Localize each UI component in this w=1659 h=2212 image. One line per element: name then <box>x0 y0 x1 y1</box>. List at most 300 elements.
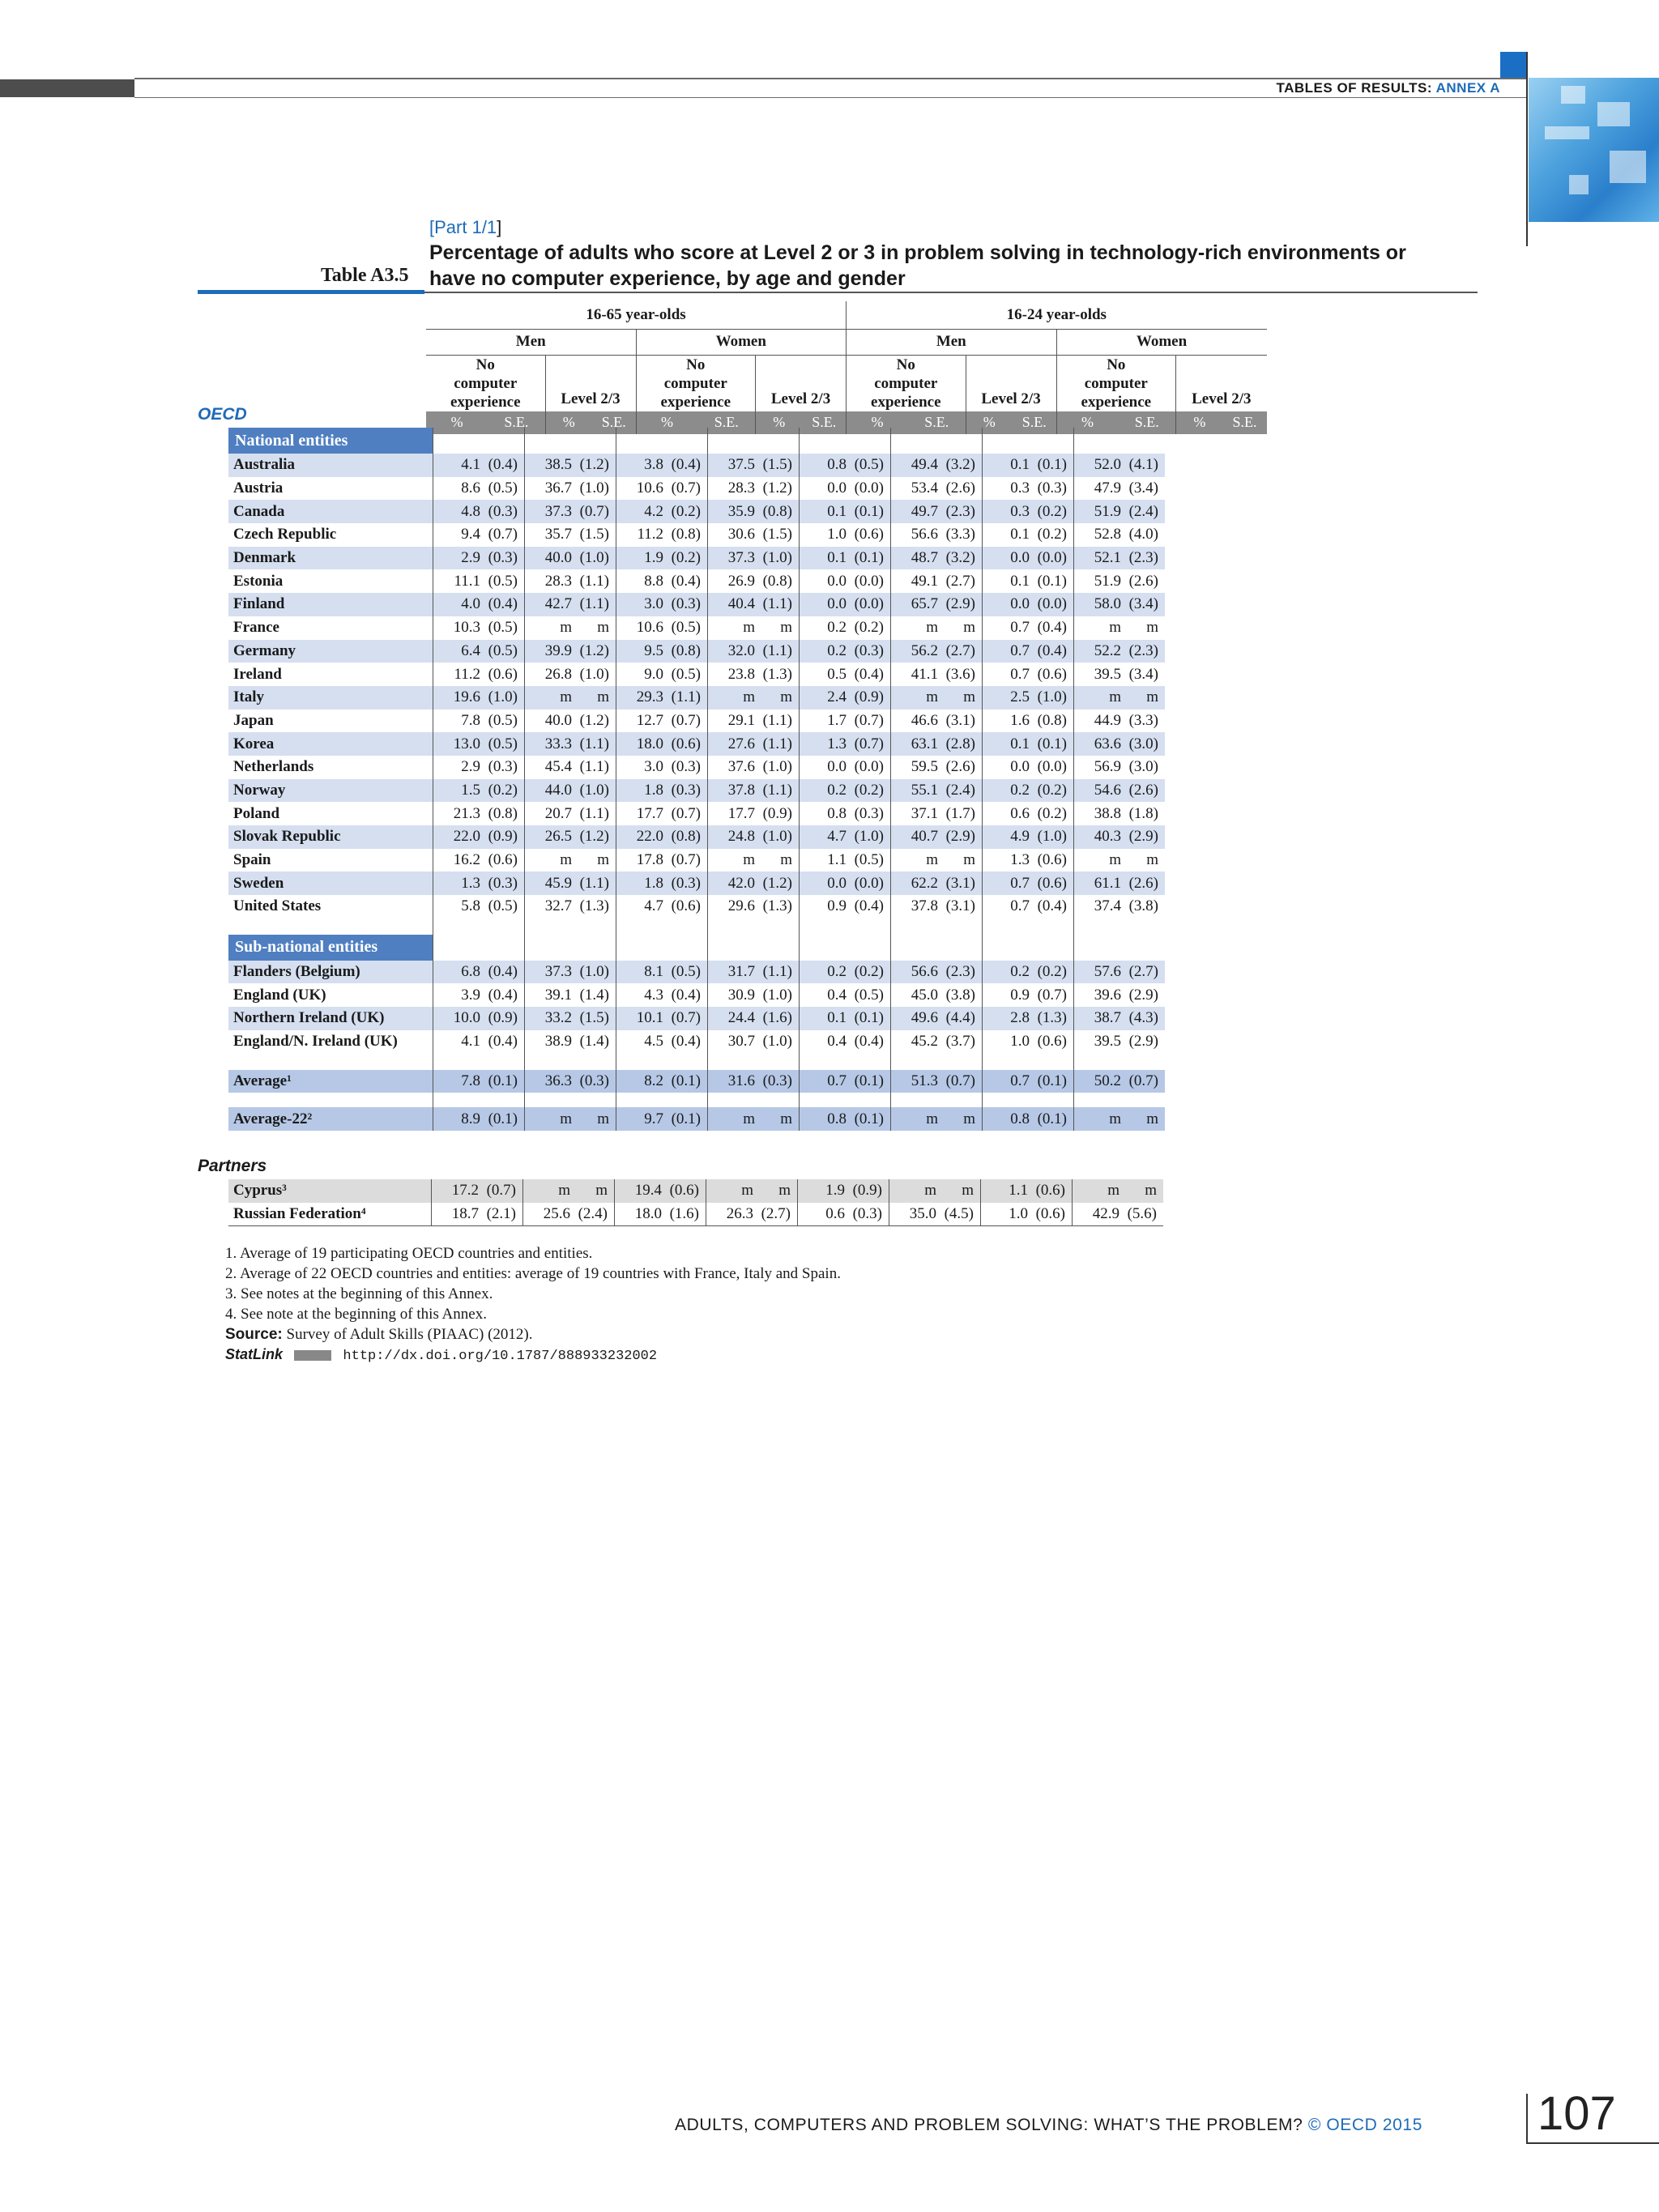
cell-se: (0.2) <box>663 547 708 570</box>
cell-percent: 0.9 <box>983 983 1030 1007</box>
cell-se: (0.1) <box>847 500 891 523</box>
page-number-rule <box>1526 2094 1528 2144</box>
cell-se: (1.3) <box>579 897 609 915</box>
cell-se: (0.9) <box>480 1007 525 1030</box>
cell-se: m <box>936 1179 981 1203</box>
cell-se: (0.1) <box>1030 1107 1074 1131</box>
row-label: Netherlands <box>233 758 314 776</box>
cell-percent: 42.7 <box>525 593 573 616</box>
cell-percent: 0.7 <box>983 895 1030 918</box>
statlink-label: StatLink <box>225 1346 284 1362</box>
cell-se: (4.5) <box>944 1205 974 1223</box>
gender-men-1: Men <box>426 329 636 355</box>
cell-percent: 5.8 <box>433 895 481 918</box>
row-label: Poland <box>233 804 280 822</box>
cell-se: (0.3) <box>1037 479 1067 497</box>
cell-se: (0.6) <box>1037 1033 1067 1051</box>
partners-label: Partners <box>198 1157 267 1175</box>
spacer-cell <box>663 918 708 935</box>
spacer-cell <box>480 918 525 935</box>
cell-se: (0.0) <box>1037 758 1067 776</box>
cell-percent: 1.9 <box>616 547 664 570</box>
cell-percent: 2.9 <box>433 756 481 779</box>
table-row <box>228 983 1165 1007</box>
cell-se: (2.7) <box>761 1205 791 1223</box>
row-label: Slovak Republic <box>228 825 433 849</box>
cell-percent: 53.4 <box>891 477 939 501</box>
cell-percent: 1.7 <box>800 710 847 733</box>
sub-col-nocomp-2: No computer experience <box>636 355 756 411</box>
empty-cell <box>663 935 708 961</box>
gender-women-1: Women <box>636 329 847 355</box>
cell-se: (4.1) <box>1121 454 1165 477</box>
cell-percent: 1.6 <box>983 710 1030 733</box>
cell-se: (0.4) <box>488 986 518 1004</box>
cell-percent: 1.1 <box>981 1179 1029 1203</box>
empty-cell <box>1074 428 1122 454</box>
row-label: Spain <box>233 851 271 869</box>
unit-se: S.E. <box>697 411 755 434</box>
cell-se: m <box>1146 619 1158 637</box>
empty-cell <box>480 935 525 961</box>
cell-se: (2.3) <box>938 500 983 523</box>
table-row <box>228 640 1165 663</box>
spacer-cell <box>433 1054 481 1070</box>
empty-cell <box>616 428 664 454</box>
cell-se: (0.6) <box>1028 1179 1073 1203</box>
cell-percent: 1.9 <box>798 1179 846 1203</box>
spacer-cell <box>800 918 847 935</box>
cell-percent: 25.6 <box>523 1203 571 1226</box>
cell-se: (1.4) <box>579 1033 609 1051</box>
cell-se: (2.3) <box>938 961 983 984</box>
table-row <box>228 849 1165 872</box>
cell-se: (1.0) <box>847 825 891 849</box>
cell-se: (0.6) <box>671 897 701 915</box>
cell-se: (1.1) <box>572 872 616 895</box>
table-row <box>228 1030 1165 1054</box>
cell-percent: 4.5 <box>616 1030 664 1054</box>
cell-percent: 0.7 <box>983 640 1030 663</box>
cell-se: (0.3) <box>480 872 525 895</box>
cell-se: (1.0) <box>755 825 800 849</box>
cell-percent: 49.4 <box>891 454 939 477</box>
cell-percent: 39.1 <box>525 983 573 1007</box>
table-row <box>228 779 1165 803</box>
empty-cell <box>938 428 983 454</box>
cell-se: (1.0) <box>1030 825 1074 849</box>
cell-se: (3.4) <box>1121 593 1165 616</box>
spacer-cell <box>800 1093 847 1107</box>
empty-cell <box>800 428 847 454</box>
row-label: Ireland <box>233 665 282 683</box>
header-blue-square <box>1500 52 1526 78</box>
cell-se: (0.5) <box>488 711 518 729</box>
cell-se: (3.2) <box>938 454 983 477</box>
empty-cell <box>983 428 1030 454</box>
spacer-cell <box>891 1093 939 1107</box>
table-row <box>228 872 1165 895</box>
cell-se: (0.7) <box>1121 1070 1165 1093</box>
cell-percent: 7.8 <box>433 1070 481 1093</box>
cell-percent: 10.1 <box>616 1007 664 1030</box>
cell-percent: m <box>1073 1179 1120 1203</box>
spacer-cell <box>938 918 983 935</box>
sub-col-level-4: Level 2/3 <box>1176 355 1267 411</box>
cell-se: (2.7) <box>1121 961 1165 984</box>
cell-se: (0.2) <box>1037 526 1067 543</box>
cell-percent: 3.9 <box>433 983 481 1007</box>
table-row <box>228 523 1165 547</box>
cell-percent: 8.2 <box>616 1070 664 1093</box>
cell-se: (2.1) <box>486 1205 516 1223</box>
cell-se: (2.9) <box>938 593 983 616</box>
cell-percent: 61.1 <box>1074 872 1122 895</box>
cell-percent: 0.2 <box>983 961 1030 984</box>
spacer-cell <box>228 918 433 935</box>
spacer-cell <box>663 1093 708 1107</box>
cell-se: (0.9) <box>847 686 891 710</box>
row-label: Austria <box>233 479 284 497</box>
cell-percent: 56.2 <box>891 640 939 663</box>
cell-se: (1.0) <box>572 547 616 570</box>
cell-se: m <box>1121 1107 1165 1131</box>
cell-percent: 9.7 <box>616 1107 664 1131</box>
cell-percent: 40.0 <box>525 547 573 570</box>
cell-percent: 0.3 <box>983 500 1030 523</box>
cell-percent: 51.3 <box>891 1070 939 1093</box>
cell-percent: 45.9 <box>525 872 573 895</box>
unit-pct: % <box>426 411 488 434</box>
cell-se: (2.7) <box>945 572 975 590</box>
cell-percent: 0.7 <box>983 872 1030 895</box>
row-label: France <box>233 619 279 637</box>
cell-se: (0.8) <box>671 526 701 543</box>
table-row <box>228 710 1165 733</box>
column-headers <box>426 301 1267 434</box>
footnote-1: 1. Average of 19 participating OECD countries and entities. <box>225 1245 593 1262</box>
cell-percent: m <box>891 616 939 640</box>
cell-se: (2.6) <box>1121 779 1165 803</box>
cell-percent: 33.3 <box>525 732 573 756</box>
cell-percent: 37.3 <box>525 500 573 523</box>
cell-se: (1.2) <box>572 640 616 663</box>
cell-se: (0.6) <box>488 665 518 683</box>
cell-se: (1.0) <box>579 479 609 497</box>
cell-percent: 4.1 <box>433 454 481 477</box>
spacer-cell <box>983 1093 1030 1107</box>
cell-percent: 8.8 <box>616 569 664 593</box>
cell-percent: m <box>889 1179 937 1203</box>
sub-col-nocomp-1: No computer experience <box>450 356 521 411</box>
cell-se: (2.4) <box>938 779 983 803</box>
cell-percent: 47.9 <box>1074 477 1122 501</box>
row-label: Sweden <box>228 872 433 895</box>
cell-se: (5.6) <box>1127 1205 1157 1223</box>
cell-percent: 18.0 <box>616 732 664 756</box>
cell-percent: 51.9 <box>1074 569 1122 593</box>
table-label-bar <box>198 290 424 294</box>
cell-percent: 16.2 <box>433 849 481 872</box>
empty-cell <box>891 935 939 961</box>
spacer-cell <box>983 1054 1030 1070</box>
cell-se: m <box>963 619 975 637</box>
cell-percent: 38.8 <box>1074 802 1122 825</box>
cell-se: (0.0) <box>1030 547 1074 570</box>
cell-percent: 6.4 <box>433 640 481 663</box>
running-header <box>1276 80 1500 96</box>
cell-se: (0.7) <box>671 851 701 869</box>
cell-se: (0.2) <box>663 500 708 523</box>
unit-pct: % <box>1176 411 1223 434</box>
cell-se: (0.4) <box>1037 619 1067 637</box>
part-label: [Part 1/1] <box>429 217 502 237</box>
spacer-cell <box>1121 918 1165 935</box>
cell-percent: 56.9 <box>1074 756 1122 779</box>
cell-se: (0.8) <box>663 640 708 663</box>
spacer-cell <box>616 1054 664 1070</box>
cell-percent: 0.1 <box>983 732 1030 756</box>
cell-percent: 63.1 <box>891 732 939 756</box>
cell-percent: 4.7 <box>800 825 847 849</box>
sub-col-level-3: Level 2/3 <box>966 355 1056 411</box>
empty-cell <box>708 935 756 961</box>
cell-se: (0.3) <box>671 758 701 776</box>
cell-se: (0.2) <box>480 779 525 803</box>
cell-se: (1.2) <box>572 825 616 849</box>
cell-se: (0.6) <box>854 526 884 543</box>
cell-percent: m <box>891 686 939 710</box>
spacer-cell <box>1030 1054 1074 1070</box>
cell-se: (3.0) <box>1128 758 1158 776</box>
row-label: Japan <box>233 711 274 729</box>
cell-percent: 0.0 <box>983 547 1030 570</box>
cell-percent: 13.0 <box>433 732 481 756</box>
spacer-cell <box>755 1093 800 1107</box>
table-row <box>228 454 1165 477</box>
cell-se: (0.4) <box>854 1033 884 1051</box>
cell-se: (3.1) <box>938 872 983 895</box>
cell-se: (0.1) <box>1037 572 1067 590</box>
cell-se: (3.3) <box>1128 711 1158 729</box>
row-label: Flanders (Belgium) <box>228 961 433 984</box>
empty-cell <box>847 935 891 961</box>
cell-se: (0.0) <box>1030 593 1074 616</box>
cell-se: (0.0) <box>847 593 891 616</box>
row-label: Northern Ireland (UK) <box>228 1007 433 1030</box>
cell-se: (4.3) <box>1121 1007 1165 1030</box>
row-label: Australia <box>228 454 433 477</box>
cell-se: (1.1) <box>572 732 616 756</box>
cell-percent: 0.0 <box>800 477 847 501</box>
cell-se: m <box>572 1107 616 1131</box>
cell-se: (0.1) <box>1030 732 1074 756</box>
footer-book-title: ADULTS, COMPUTERS AND PROBLEM SOLVING: WHAT’S THE PROBLEM? <box>675 2116 1308 2134</box>
cell-percent: 38.7 <box>1074 1007 1122 1030</box>
cell-se: (0.7) <box>671 479 701 497</box>
cell-percent: 0.2 <box>800 961 847 984</box>
unit-se: S.E. <box>488 411 545 434</box>
cell-se: (0.6) <box>1037 665 1067 683</box>
cell-percent: 62.2 <box>891 872 939 895</box>
cell-percent: 1.8 <box>616 779 664 803</box>
part-label-text: Part 1/1 <box>434 217 497 237</box>
sub-col-level-1: Level 2/3 <box>545 355 636 411</box>
cell-se: (0.7) <box>1037 986 1067 1004</box>
cell-percent: 28.3 <box>525 569 573 593</box>
row-label: Average-22² <box>228 1107 433 1131</box>
cell-se: (0.5) <box>488 619 518 637</box>
cell-percent: 49.7 <box>891 500 939 523</box>
cell-percent: 39.5 <box>1074 663 1122 686</box>
spacer-cell <box>755 1054 800 1070</box>
cell-percent: 12.7 <box>616 710 664 733</box>
cell-percent: 0.8 <box>800 454 847 477</box>
cell-se: m <box>597 851 609 869</box>
cell-se: (3.8) <box>945 986 975 1004</box>
cell-percent: 0.8 <box>800 802 847 825</box>
empty-cell <box>1074 935 1122 961</box>
cell-percent: m <box>706 1179 754 1203</box>
cell-percent: 52.1 <box>1074 547 1122 570</box>
spacer-cell <box>572 1054 616 1070</box>
spacer-cell <box>708 1054 756 1070</box>
row-label: Cyprus³ <box>228 1179 432 1203</box>
row-label: Korea <box>228 732 433 756</box>
spacer-cell <box>708 918 756 935</box>
row-label: England (UK) <box>233 986 326 1004</box>
cell-percent: 1.3 <box>433 872 481 895</box>
cell-se: m <box>938 1107 983 1131</box>
cell-percent: 31.7 <box>708 961 756 984</box>
cell-percent: 65.7 <box>891 593 939 616</box>
cell-se: (2.3) <box>1121 640 1165 663</box>
cell-se: (0.4) <box>1030 640 1074 663</box>
header-title: TABLES OF RESULTS: <box>1276 80 1436 96</box>
cell-percent: 48.7 <box>891 547 939 570</box>
cell-se: (3.6) <box>945 665 975 683</box>
cell-se: (0.3) <box>480 500 525 523</box>
oecd-label: OECD <box>198 405 247 424</box>
cell-se: (3.4) <box>1128 479 1158 497</box>
gender-men-2: Men <box>847 329 1057 355</box>
statlink-url[interactable]: http://dx.doi.org/10.1787/888933232002 <box>343 1349 658 1364</box>
footnote-3: 3. See notes at the beginning of this Annex. <box>225 1285 493 1302</box>
cell-se: (0.5) <box>480 732 525 756</box>
cell-se: (1.1) <box>572 593 616 616</box>
cell-percent: 40.7 <box>891 825 939 849</box>
empty-cell <box>800 935 847 961</box>
cell-se: (0.3) <box>852 1205 882 1223</box>
cell-percent: 8.1 <box>616 961 664 984</box>
cell-percent: 58.0 <box>1074 593 1122 616</box>
cell-se: (3.8) <box>1128 897 1158 915</box>
cell-se: (0.4) <box>671 986 701 1004</box>
cell-percent: 56.6 <box>891 961 939 984</box>
spacer-cell <box>616 1093 664 1107</box>
cell-percent: 26.8 <box>525 663 573 686</box>
cell-percent: 1.3 <box>800 732 847 756</box>
cell-se: (1.4) <box>579 986 609 1004</box>
cell-se: (0.1) <box>847 1070 891 1093</box>
spacer-cell <box>1074 1054 1122 1070</box>
cell-percent: 23.8 <box>708 663 756 686</box>
cell-se: (1.1) <box>755 779 800 803</box>
cell-se: (0.4) <box>663 454 708 477</box>
cell-se: (2.9) <box>938 825 983 849</box>
cell-percent: 19.6 <box>433 686 481 710</box>
cell-percent: 0.4 <box>800 1030 847 1054</box>
source-label: Source: <box>225 1326 283 1343</box>
sub-col-nocomp-4: No computer experience <box>1056 355 1176 411</box>
cell-se: (2.9) <box>1128 986 1158 1004</box>
cell-se: (0.9) <box>480 825 525 849</box>
footnotes <box>225 1243 841 1366</box>
cell-percent: 4.8 <box>433 500 481 523</box>
cell-se: (1.0) <box>1030 686 1074 710</box>
cell-percent: 32.0 <box>708 640 756 663</box>
spacer-cell <box>1121 1093 1165 1107</box>
cell-percent: 17.2 <box>432 1179 480 1203</box>
cell-percent: 9.0 <box>616 663 664 686</box>
header-dark-bar <box>0 79 134 97</box>
cell-se: (0.1) <box>663 1070 708 1093</box>
cell-percent: 0.1 <box>983 569 1030 593</box>
cell-percent: 2.9 <box>433 547 481 570</box>
cell-se: (2.6) <box>945 758 975 776</box>
cell-percent: 0.7 <box>983 1070 1030 1093</box>
cell-percent: 21.3 <box>433 802 481 825</box>
cell-se: m <box>572 686 616 710</box>
cell-percent: 6.8 <box>433 961 481 984</box>
spacer-cell <box>480 1093 525 1107</box>
cell-percent: 18.7 <box>432 1203 480 1226</box>
cell-percent: 1.0 <box>983 1030 1030 1054</box>
cell-se: (0.0) <box>854 479 884 497</box>
cell-percent: 0.4 <box>800 983 847 1007</box>
spacer-cell <box>480 1054 525 1070</box>
unit-se: S.E. <box>803 411 847 434</box>
cell-percent: 17.7 <box>708 802 756 825</box>
cell-percent: 46.6 <box>891 710 939 733</box>
cell-percent: 0.0 <box>800 593 847 616</box>
cell-percent: m <box>1074 849 1122 872</box>
cell-se: (2.6) <box>1121 872 1165 895</box>
cell-se: (0.3) <box>480 547 525 570</box>
row-label: Germany <box>228 640 433 663</box>
cell-se: (1.7) <box>945 804 975 822</box>
cell-se: (2.6) <box>1128 572 1158 590</box>
spacer-cell <box>572 1093 616 1107</box>
row-label: Russian Federation⁴ <box>233 1205 366 1223</box>
cell-percent: 1.0 <box>800 523 847 547</box>
cell-se: (0.1) <box>847 1007 891 1030</box>
empty-cell <box>938 935 983 961</box>
cell-se: (0.1) <box>480 1070 525 1093</box>
cell-percent: 44.0 <box>525 779 573 803</box>
cell-percent: 0.8 <box>800 1107 847 1131</box>
cell-se: (0.5) <box>488 572 518 590</box>
cell-se: m <box>1120 1179 1163 1203</box>
cell-percent: 10.3 <box>433 616 481 640</box>
table-row <box>228 477 1165 501</box>
row-label: United States <box>233 897 322 915</box>
cell-percent: m <box>525 616 573 640</box>
cell-percent: 1.8 <box>616 872 664 895</box>
cell-se: (1.1) <box>755 732 800 756</box>
spacer-cell <box>983 918 1030 935</box>
table-row <box>228 732 1165 756</box>
